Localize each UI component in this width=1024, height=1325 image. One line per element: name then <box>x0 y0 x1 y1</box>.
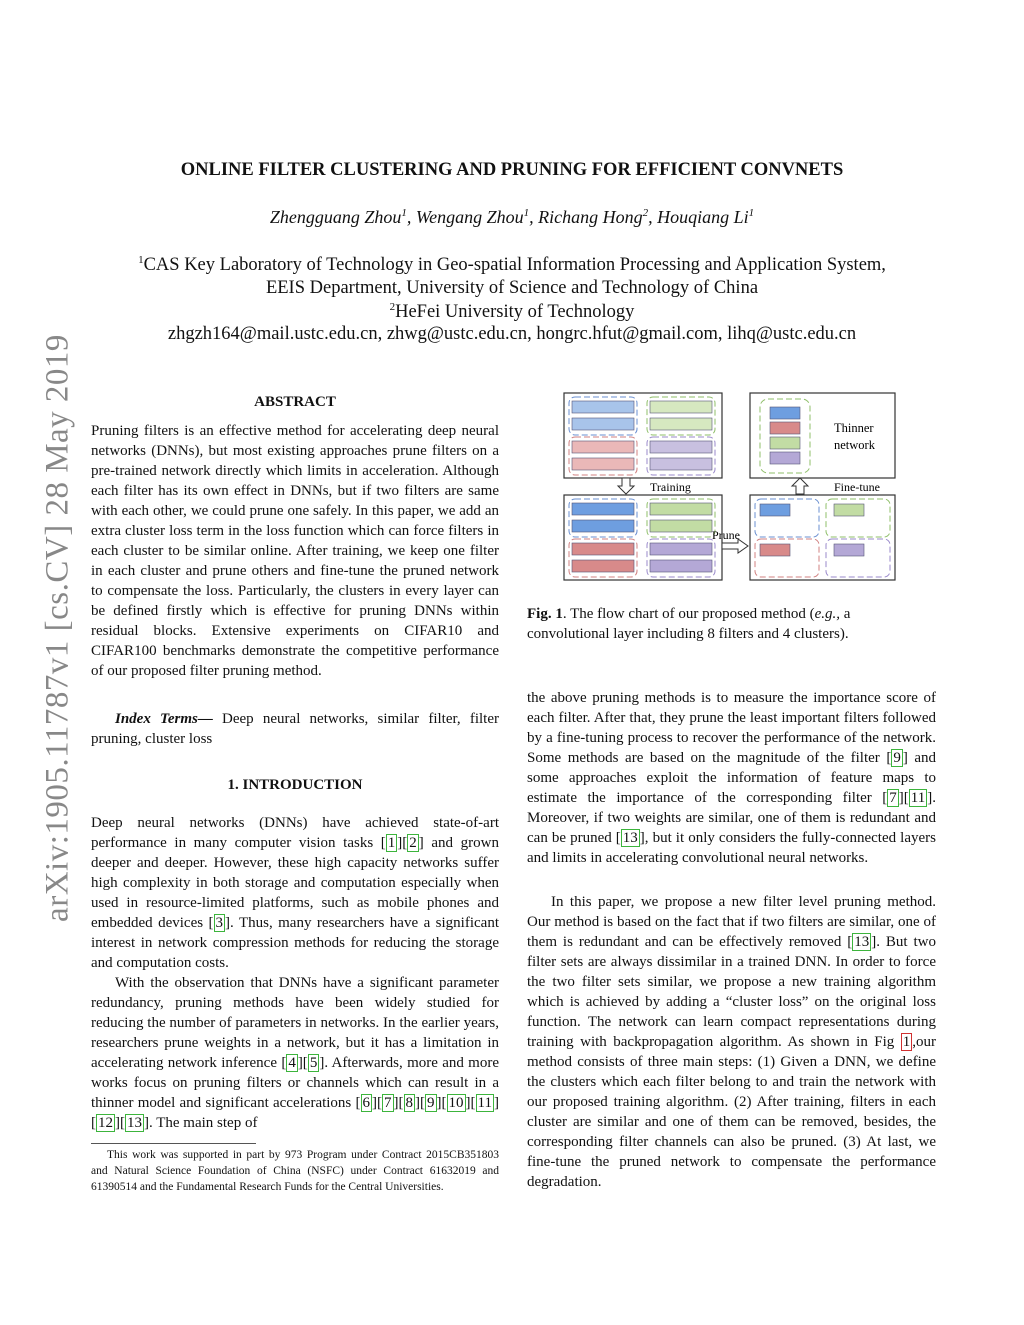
citation-link[interactable]: 2 <box>409 835 417 851</box>
author-aff: 2 <box>642 207 649 219</box>
filter-green <box>650 401 712 413</box>
arrow-down-icon <box>618 478 634 494</box>
figure-link[interactable]: 1 <box>902 1034 911 1050</box>
filter-red <box>760 544 790 556</box>
filter-purple <box>650 560 712 572</box>
citation-link[interactable]: 9 <box>427 1095 435 1111</box>
filter-red <box>572 441 634 453</box>
filter-green <box>770 437 800 449</box>
affiliation-line-3: $^2$HeFei University of Technology <box>389 301 635 323</box>
prune-label: Prune <box>712 528 740 542</box>
citation-link[interactable]: 13 <box>854 934 870 950</box>
author-aff: 1 <box>401 207 407 219</box>
filter-blue <box>770 407 800 419</box>
intro-paragraph-1: Deep neural networks (DNNs) have achieved state-of-art performance in many computer vision tasks [ 1 ][ 2 ] and grown deeper and deeper. However, these high capacity networks suffer high complexity in both storage and computation especially when used in resource-limited platforms, such as mobile phones and embedded devices [ 3 ]. Thus, many researchers have a significant interest in network compression methods for reducing the storage and computation costs. <box>91 815 499 971</box>
citation-link[interactable]: 12 <box>98 1115 113 1131</box>
footnote-rule <box>91 1143 256 1144</box>
affiliation-line-2: EEIS Department, University of Science and Technology of China <box>265 278 759 298</box>
right-paragraph-1: the above pruning methods is to measure the importance score of each filter. After that, they prune the least important filters followed by a fine-tuning process to recover the performance of the network. Some methods are based on the magnitude of the filter [ 9 ] and some approaches exploit the information of feature maps to estimate the importance of the corresponding filter [ 7 ][ 11 ]. Moreover, if two weights are similar, one of them is redundant and can be pruned [ 13 ], but it only considers the fully-connected layers and limits in accelerating convolutional neural networks. <box>527 690 936 866</box>
filter-red <box>770 422 800 434</box>
citation-link[interactable]: 7 <box>384 1095 392 1111</box>
citation-link[interactable]: 1 <box>387 835 396 851</box>
author-name: Richang Hong <box>538 207 643 227</box>
thinner-network-box <box>750 393 895 478</box>
filter-blue <box>572 520 634 532</box>
filter-purple <box>770 452 800 464</box>
abstract-heading: ABSTRACT <box>254 394 336 410</box>
footnote: This work was supported in part by 973 Program under Contract 2015CB351803 and Natural Science Foundation of China (NSFC) under Contract 61632019 and 61390514 and the Fundamental Research Funds for the Central Universities. <box>91 1149 499 1193</box>
filter-blue <box>760 504 790 516</box>
author-name: Houqiang Li <box>657 207 749 227</box>
filter-blue <box>572 401 634 413</box>
figure-1-flowchart <box>560 388 900 588</box>
citation-link[interactable]: 9 <box>893 750 901 766</box>
author-aff: 1 <box>523 207 530 219</box>
arxiv-sidebar-stamp: arXiv:1905.11787v1 [cs.CV] 28 May 2019 <box>39 334 76 922</box>
citation-link[interactable]: 10 <box>448 1095 464 1111</box>
citation-link[interactable]: 4 <box>288 1055 296 1071</box>
right-paragraph-2: In this paper, we propose a new filter level pruning method. Our method is based on the fact that if two filters are similar, one of them is redundant and can be effectively removed [ 13 ]. But two filter sets are always dissimilar in a trained DNN. In order to force the two filter sets similar, we propose a new training algorithm which is achieved by adding a “cluster loss” on the original loss function. The network can learn compact representations during training with backpropagation algorithm. As shown in Fig 1 ,our method consists of three main steps: (1) Given a DNN, we define the clusters which each filter belong to and train the network with our proposed training algorithm. (2) After training, filters in each cluster are similar and one of them can be removed, besides, the corresponding filter channels can also be pruned. (3) At last, we fine-tune the pruned network to compensate the performance degradation. <box>527 894 936 1190</box>
filter-red <box>572 458 634 470</box>
citation-link[interactable]: 11 <box>477 1095 492 1111</box>
citation-link[interactable]: 6 <box>362 1095 371 1111</box>
filter-red <box>572 543 634 555</box>
author-name: Zhengguang Zhou <box>269 207 402 227</box>
intro-paragraph-2: With the observation that DNNs have a significant parameter redundancy, pruning methods have been widely studied for reducing the number of parameters in networks. In the earlier years, researchers prune weights in a network, but it has a limitation in accelerating network inference [ 4 ][ 5 ]. Afterwards, more and more works focus on pruning filters or channels which can result in a thinner model and significant accelerations [ 6 ][ 7 ][ 8 ][ 9 ][ 10 ][ 11 ][ 12 ][ 13 ]. The main step of <box>91 975 499 1131</box>
citation-link[interactable]: 13 <box>127 1115 142 1131</box>
paper-title: ONLINE FILTER CLUSTERING AND PRUNING FOR EFFICIENT CONVNETS <box>180 160 844 180</box>
finetune-label: Fine-tune <box>834 480 880 494</box>
citation-link[interactable]: 8 <box>405 1095 414 1111</box>
author-name: Wengang Zhou <box>415 207 524 227</box>
figure-1-caption: Fig. 1. The flow chart of our proposed method (e.g., a convolutional layer including 8 filters and 4 clusters). <box>527 606 851 642</box>
citation-link[interactable]: 13 <box>622 830 638 846</box>
filter-purple <box>650 441 712 453</box>
training-label: Training <box>650 480 691 494</box>
filter-blue <box>572 503 634 515</box>
filter-green <box>650 503 712 515</box>
filter-green <box>650 418 712 430</box>
introduction-heading: 1. INTRODUCTION <box>227 777 363 793</box>
filter-red <box>572 560 634 572</box>
author-emails: zhgzh164@mail.ustc.edu.cn, zhwg@ustc.edu.cn, hongrc.hfut@gmail.com, lihq@ustc.edu.cn <box>167 324 857 344</box>
author-aff: 1 <box>748 207 755 219</box>
abstract-text: Pruning filters is an effective method for accelerating deep neural networks (DNNs), but most existing approaches prune filters on a pre-trained network directly which limits in acceleration. Although each filter has its own effect in DNNs, but if two filters are same with each other, we could prune one safely. In this paper, we add an extra cluster loss term in the loss function which can force filters in each cluster to be similar online. After training, we keep one filter in each cluster and prune others and fine-tune the pruned network to compensate the loss. Particularly, the clusters in every layer can be defined firstly which is effective for pruning DNNs within residual blocks. Extensive experiments on CIFAR10 and CIFAR100 benchmarks demonstrate the competitive performance of our proposed filter pruning method. <box>91 423 499 679</box>
filter-green <box>834 504 864 516</box>
index-terms: Index Terms— Deep neural networks, similar filter, filter pruning, cluster loss <box>91 711 500 747</box>
thinner-label: Thinner <box>834 421 874 435</box>
citation-link[interactable]: 3 <box>215 915 224 931</box>
filter-blue <box>572 418 634 430</box>
filter-purple <box>834 544 864 556</box>
affiliation-line-1: $^1$CAS Key Laboratory of Technology in Geo-spatial Information Processing and Application System, <box>138 254 886 276</box>
arrow-up-icon <box>792 478 808 494</box>
filter-green <box>650 520 712 532</box>
filter-purple <box>650 458 712 470</box>
citation-link[interactable]: 7 <box>889 790 897 806</box>
network-label: network <box>834 438 875 452</box>
citation-link[interactable]: 11 <box>910 790 926 806</box>
author-list: Zhengguang Zhou$^1$, Wengang Zhou$^1$, Richang Hong$^2$, Houqiang Li$^1$ <box>269 207 755 227</box>
filter-purple <box>650 543 712 555</box>
citation-link[interactable]: 5 <box>309 1055 318 1071</box>
